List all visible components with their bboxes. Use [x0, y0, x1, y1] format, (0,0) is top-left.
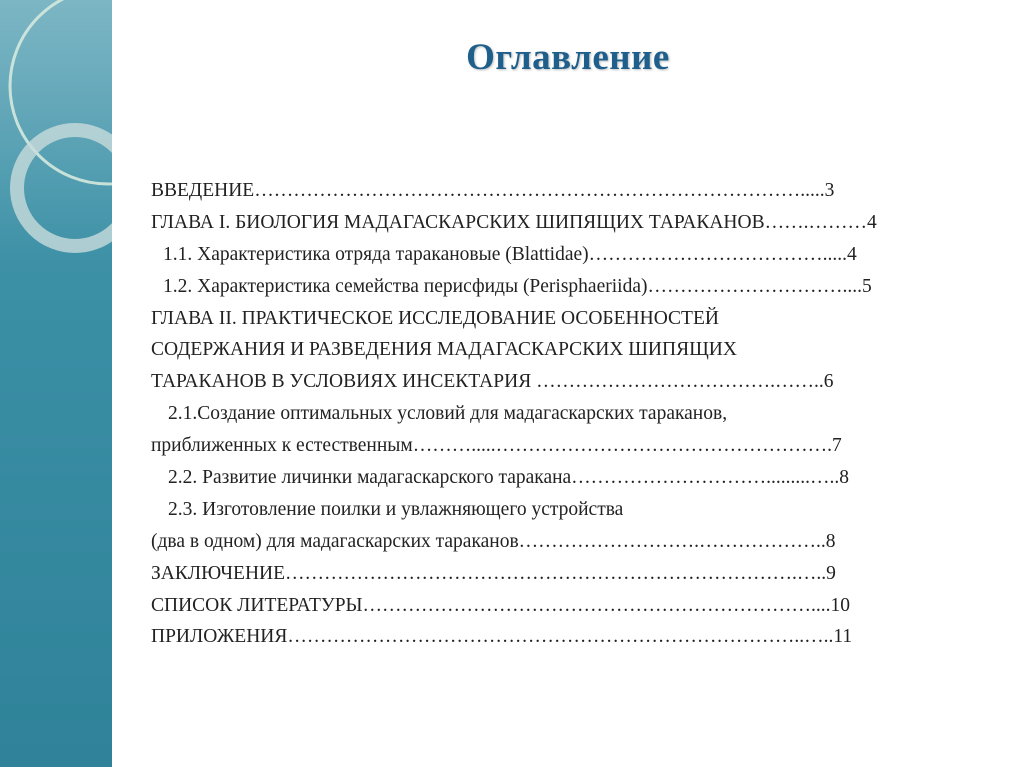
small-ring — [17, 130, 112, 246]
toc-entry-chapter-2-line-1: ГЛАВА II. ПРАКТИЧЕСКОЕ ИССЛЕДОВАНИЕ ОСОБЕННОСТЕЙ — [151, 307, 719, 329]
decorative-sidebar — [0, 0, 112, 767]
toc-entry-conclusion: ЗАКЛЮЧЕНИЕ…………………………………………………………………….…..9 — [151, 562, 836, 584]
toc-entry-introduction: ВВЕДЕНИЕ………………………………………………………………………….....3 — [151, 180, 835, 201]
toc-entry-chapter-2-line-2: СОДЕРЖАНИЯ И РАЗВЕДЕНИЯ МАДАГАСКАРСКИХ ШИПЯЩИХ — [151, 339, 737, 361]
toc-entry-section-2-3-line-1: 2.3. Изготовление поилки и увлажняющего устройства — [168, 498, 624, 520]
toc-entry-references: СПИСОК ЛИТЕРАТУРЫ……………………………………………………………....10 — [151, 594, 851, 616]
page-title: Оглавление — [466, 37, 670, 78]
toc-entry-section-2-1-line-2: приближенных к естественным……….....…………………………………………….7 — [151, 435, 842, 457]
toc-entry-chapter-1: ГЛАВА I. БИОЛОГИЯ МАДАГАСКАРСКИХ ШИПЯЩИХ ТАРАКАНОВ…….………4 — [151, 211, 877, 233]
table-of-contents — [151, 175, 994, 653]
toc-entry-section-2-3-line-2: (два в одном) для мадагаскарских тараканов……………………….………………..8 — [151, 530, 836, 552]
toc-entry-appendices: ПРИЛОЖЕНИЯ……………………………………………………………………..…..11 — [151, 626, 853, 648]
decorative-rings-icon — [0, 0, 112, 767]
toc-entry-section-1-1: 1.1. Характеристика отряда таракановые (Blattidae)……………………………….....4 — [163, 243, 857, 265]
toc-entry-section-1-2: 1.2. Характеристика семейства перисфиды (Perisphaeriida)…………………………....5 — [163, 275, 872, 297]
toc-entry-section-2-2: 2.2. Развитие личинки мадагаскарского таракана………………………….........…..8 — [168, 467, 850, 489]
toc-entry-chapter-2-line-3: ТАРАКАНОВ В УСЛОВИЯХ ИНСЕКТАРИЯ ……………………………….……..6 — [151, 371, 834, 393]
toc-entry-section-2-1-line-1: 2.1.Создание оптимальных условий для мадагаскарских тараканов, — [168, 403, 728, 425]
